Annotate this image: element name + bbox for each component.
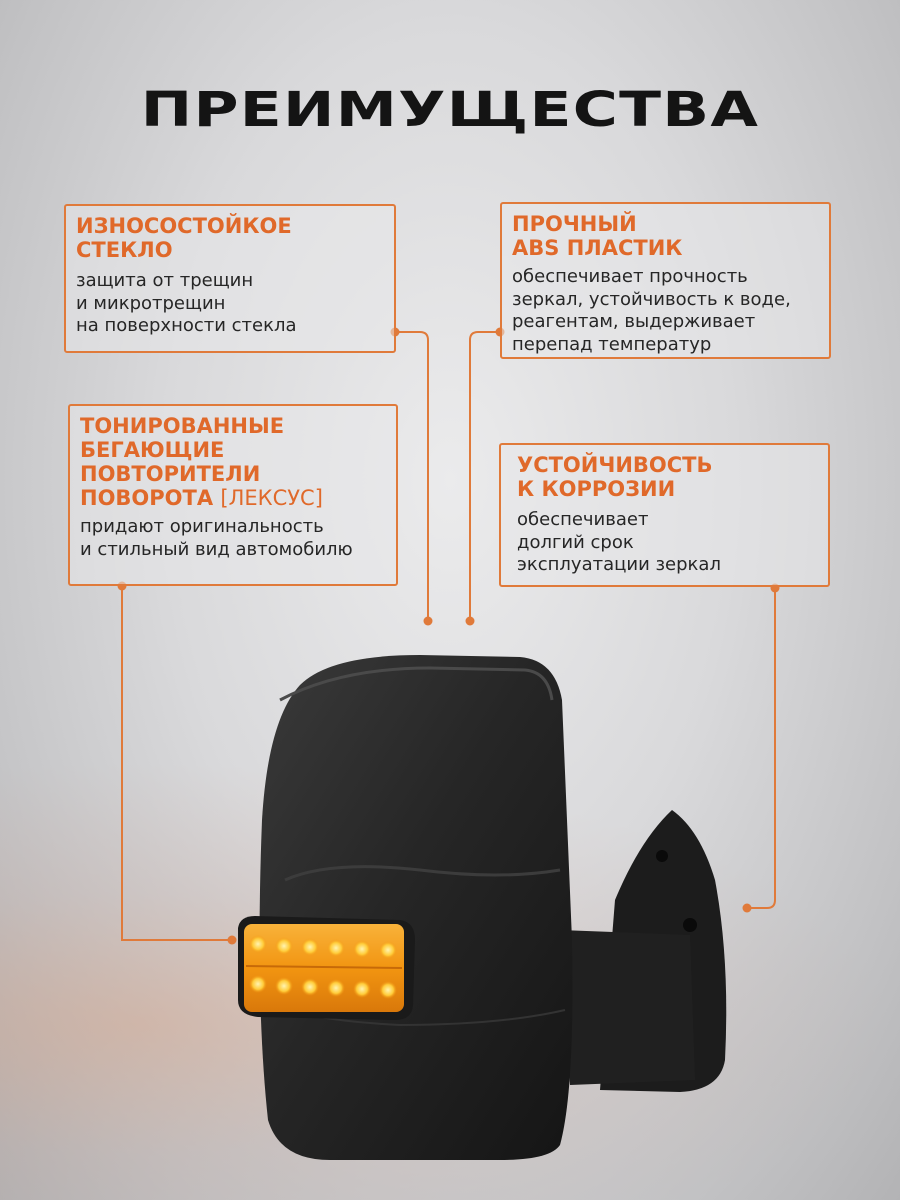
feature-abs (500, 202, 831, 359)
feature-abs-heading: ПРОЧНЫЙ ABS ПЛАСТИК (512, 212, 683, 260)
feature-glass-heading: ИЗНОСОСТОЙКОЕ СТЕКЛО (76, 214, 292, 262)
feature-abs-text: обеспечивает прочность зеркал, устойчивость к воде, реагентам, выдерживает перепад температур (512, 266, 791, 355)
feature-corrosion (499, 443, 830, 587)
feature-repeaters-heading: ТОНИРОВАННЫЕ БЕГАЮЩИЕ ПОВТОРИТЕЛИ ПОВОРОТА [ЛЕКСУС] (80, 414, 323, 510)
feature-repeaters (68, 404, 398, 586)
feature-glass-text: защита от трещин и микротрещин на поверхности стекла (76, 270, 297, 336)
feature-repeaters-text: придают оригинальность и стильный вид автомобилю (80, 516, 353, 560)
feature-repeaters-suffix: [ЛЕКСУС] (220, 486, 323, 510)
feature-corrosion-text: обеспечивает долгий срок эксплуатации зеркал (517, 509, 721, 575)
page-title: ПРЕИМУЩЕСТВА (140, 82, 760, 138)
feature-corrosion-heading: УСТОЙЧИВОСТЬ К КОРРОЗИИ (517, 453, 713, 501)
feature-glass (64, 204, 396, 353)
mirror-body (260, 655, 573, 1160)
